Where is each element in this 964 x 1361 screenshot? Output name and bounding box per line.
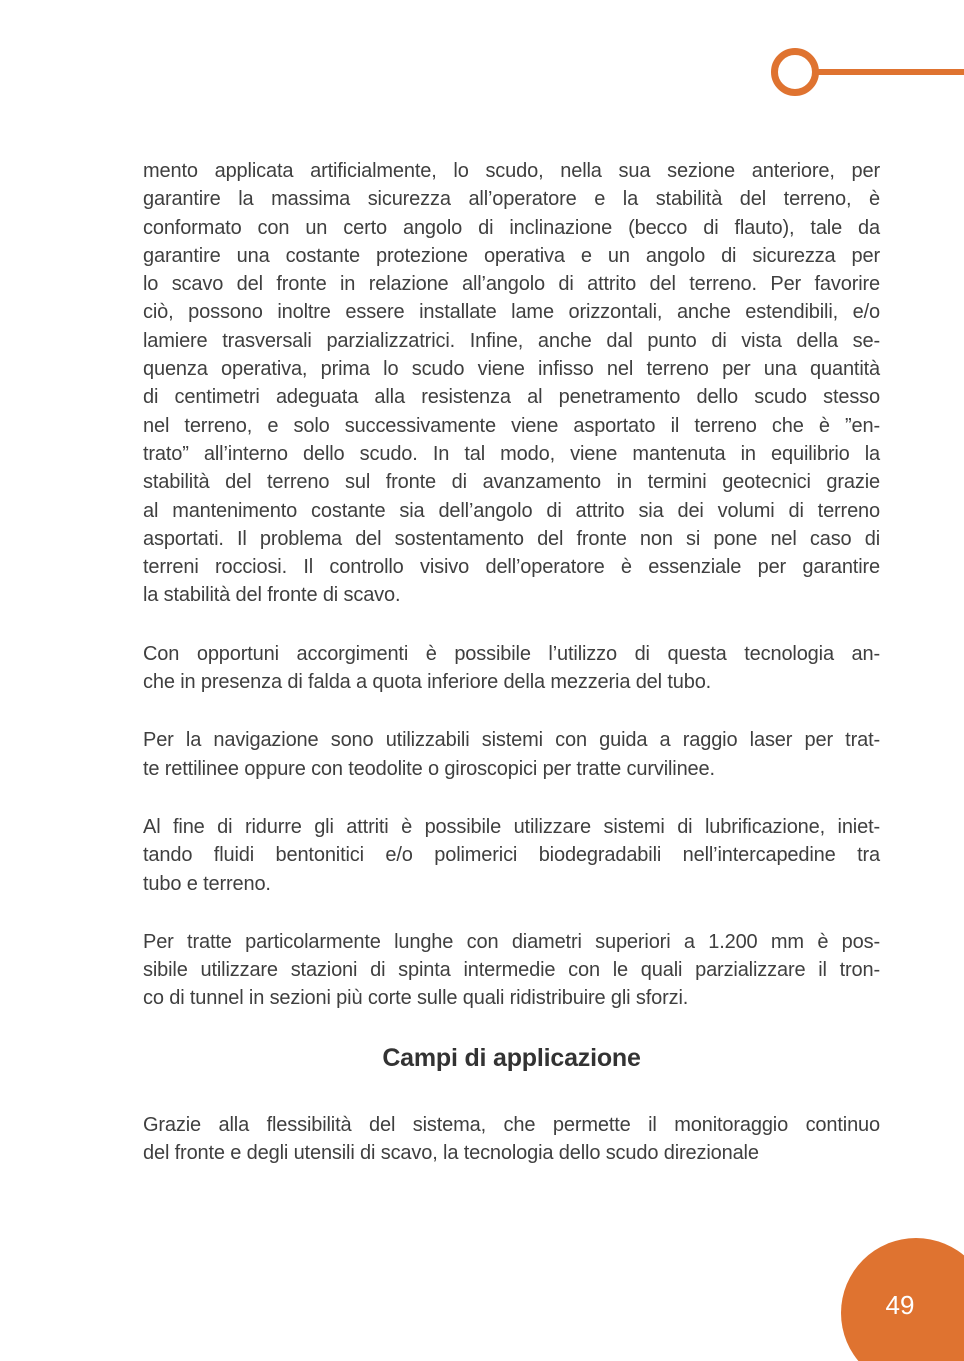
paragraph xyxy=(143,157,880,610)
text-line: Grazie alla flessibilità del sistema, che permette il monitoraggio continuo xyxy=(143,1113,880,1136)
text-line: stabilità del terreno sul fronte di avanzamento in termini geotecnici grazie xyxy=(143,471,880,494)
paragraph xyxy=(143,928,880,1013)
horizontal-rule-icon xyxy=(816,69,964,75)
text-line: di centimetri adeguata alla resistenza al penetramento dello scudo stesso xyxy=(143,386,880,409)
text-line: che in presenza di falda a quota inferiore della mezzeria del tubo. xyxy=(143,671,712,694)
text-line: Per la navigazione sono utilizzabili sistemi con guida a raggio laser per trat- xyxy=(143,729,880,752)
text-line: trato” all’interno dello scudo. In tal modo, viene mantenuta in equilibrio la xyxy=(143,442,880,465)
text-line: la stabilità del fronte di scavo. xyxy=(143,584,401,607)
text-line: terreni rocciosi. Il controllo visivo dell’operatore è essenziale per garantire xyxy=(143,556,880,579)
paragraph xyxy=(143,726,880,783)
text-line: lamiere trasversali parzializzatrici. Infine, anche dal punto di vista della se- xyxy=(143,329,880,352)
page-number-badge xyxy=(841,1238,964,1361)
text-line: lo scavo del fronte in relazione all’angolo di attrito del terreno. Per favorire xyxy=(143,273,880,296)
text-line: Per tratte particolarmente lunghe con diametri superiori a 1.200 mm è pos- xyxy=(143,930,880,953)
text-line: sibile utilizzare stazioni di spinta intermedie con le quali parzializzare il tron- xyxy=(143,959,880,982)
text-line: conformato con un certo angolo di inclinazione (becco di flauto), tale da xyxy=(143,216,880,239)
section-heading: Campi di applicazione xyxy=(382,1043,641,1072)
text-line: te rettilinee oppure con teodolite o giroscopici per tratte curvilinee. xyxy=(143,757,715,780)
text-line: garantire la massima sicurezza all’operatore e la stabilità del terreno, è xyxy=(143,188,880,211)
paragraph xyxy=(143,813,880,898)
text-line: co di tunnel in sezioni più corte sulle quali ridistribuire gli sforzi. xyxy=(143,987,689,1010)
text-line: quenza operativa, prima lo scudo viene infisso nel terreno per una quantità xyxy=(143,358,880,381)
text-line: Con opportuni accorgimenti è possibile l’utilizzo di questa tecnologia an- xyxy=(143,642,880,665)
text-line: nel terreno, e solo successivamente viene asportato il terreno che è ”en- xyxy=(143,414,880,437)
text-line: tubo e terreno. xyxy=(143,872,271,895)
text-line: mento applicata artificialmente, lo scudo, nella sua sezione anteriore, per xyxy=(143,160,880,182)
text-line: Al fine di ridurre gli attriti è possibile utilizzare sistemi di lubrificazione, iniet- xyxy=(143,815,880,838)
text-line: al mantenimento costante sia dell’angolo di attrito sia dei volumi di terreno xyxy=(143,499,880,522)
paragraph xyxy=(143,640,880,697)
text-line: garantire una costante protezione operativa e un angolo di sicurezza per xyxy=(143,244,880,267)
paragraph xyxy=(143,1111,880,1168)
page-number: 49 xyxy=(885,1289,915,1320)
text-line: del fronte e degli utensili di scavo, la tecnologia dello scudo direzionale xyxy=(143,1142,759,1165)
circle-ring-icon xyxy=(771,48,819,96)
page-body xyxy=(143,157,880,1167)
text-line: ciò, possono inoltre essere installate lame orizzontali, anche estendibili, e/o xyxy=(143,301,880,324)
text-line: asportati. Il problema del sostentamento del fronte non si pone nel caso di xyxy=(143,527,880,550)
text-line: tando fluidi bentonitici e/o polimerici biodegradabili nell’intercapedine tra xyxy=(143,844,880,867)
